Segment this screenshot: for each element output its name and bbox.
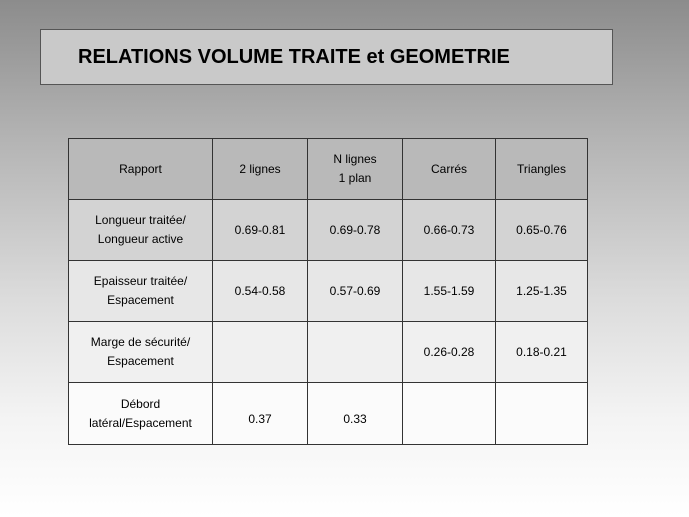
header-cell-triangles: Triangles	[496, 139, 588, 200]
header-cell-n-lignes: N lignes 1 plan	[308, 139, 403, 200]
row-label-longueur: Longueur traitée/ Longueur active	[69, 200, 213, 261]
row-label-marge: Marge de sécurité/ Espacement	[69, 322, 213, 383]
header-cell-carres: Carrés	[403, 139, 496, 200]
page-title: RELATIONS VOLUME TRAITE et GEOMETRIE	[78, 45, 510, 68]
row-label-epaisseur: Epaisseur traitée/ Espacement	[69, 261, 213, 322]
value-cell: 0.18-0.21	[496, 322, 588, 383]
value-cell	[496, 383, 588, 445]
value-cell: 0.69-0.81	[213, 200, 308, 261]
header-cell-2-lignes: 2 lignes	[213, 139, 308, 200]
value-cell: 0.65-0.76	[496, 200, 588, 261]
value-cell	[308, 322, 403, 383]
table-row	[69, 200, 588, 261]
value-cell: 0.57-0.69	[308, 261, 403, 322]
value-cell: 0.54-0.58	[213, 261, 308, 322]
title-box	[40, 29, 613, 85]
value-cell	[403, 383, 496, 445]
table-row	[69, 383, 588, 445]
table-row	[69, 261, 588, 322]
value-cell: 0.26-0.28	[403, 322, 496, 383]
table-header-row	[69, 139, 588, 200]
value-cell: 0.37	[213, 383, 308, 445]
table-row	[69, 322, 588, 383]
value-cell: 1.25-1.35	[496, 261, 588, 322]
value-cell: 0.69-0.78	[308, 200, 403, 261]
value-cell: 0.66-0.73	[403, 200, 496, 261]
header-cell-rapport: Rapport	[69, 139, 213, 200]
relations-table	[68, 138, 588, 445]
value-cell: 0.33	[308, 383, 403, 445]
value-cell	[213, 322, 308, 383]
row-label-debord: Débord latéral/Espacement	[69, 383, 213, 445]
value-cell: 1.55-1.59	[403, 261, 496, 322]
